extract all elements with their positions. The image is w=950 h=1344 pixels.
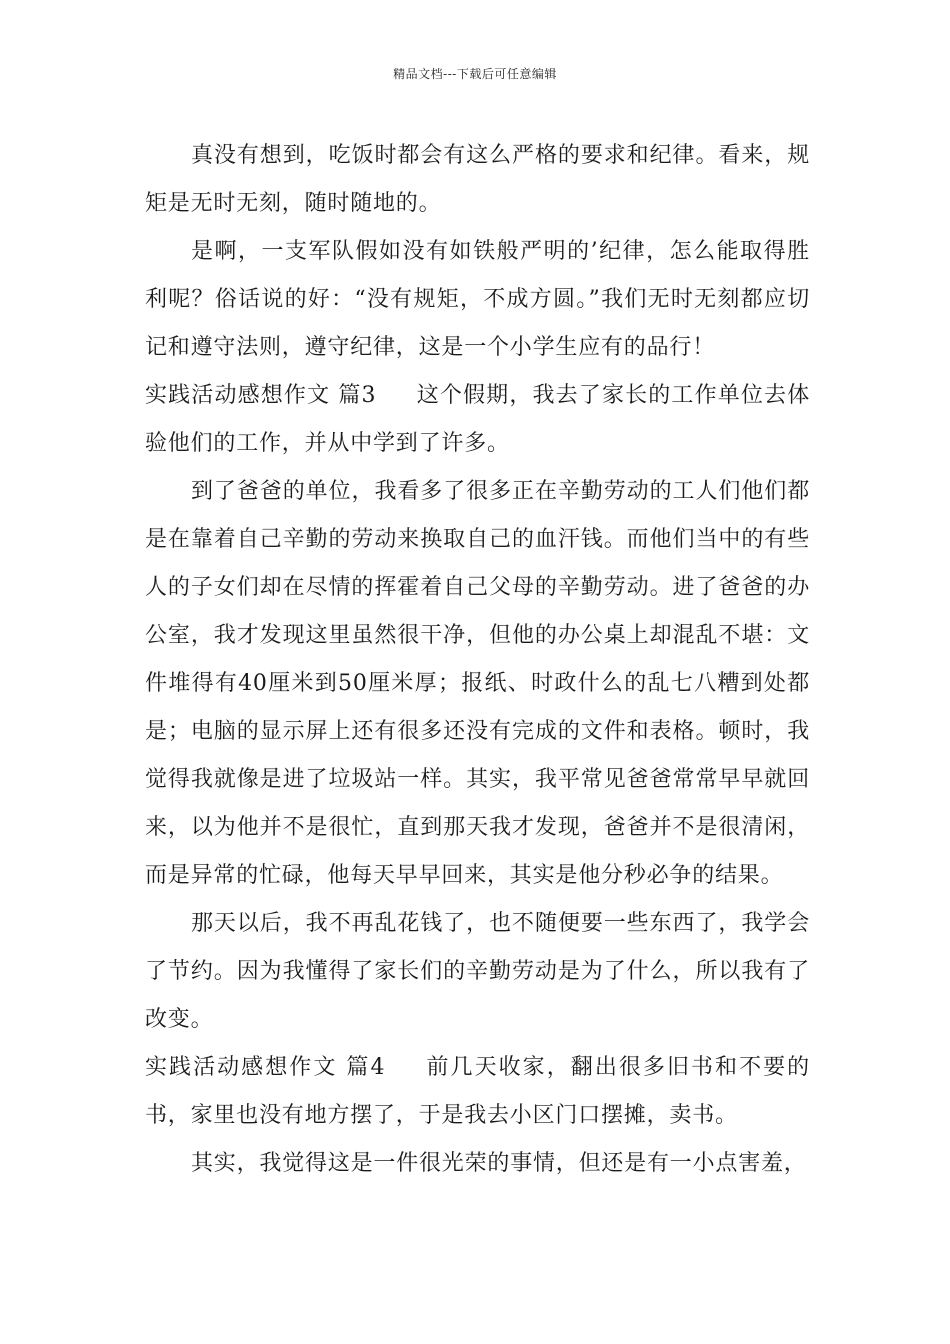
document-body — [145, 132, 810, 1188]
section-intro: 前几天收家，翻出很多旧书和不要的书，家里也没有地方摆了，于是我去小区门口摆摊，卖书。 — [145, 1055, 810, 1128]
paragraph: 到了爸爸的单位，我看多了很多正在辛勤劳动的工人们他们都是在靠着自己辛勤的劳动来换取自己的血汗钱。而他们当中的有些人的子女们却在尽情的挥霍着自己父母的辛勤劳动。进了爸爸的办公室，我才发现这里虽然很干净，但他的办公桌上却混乱不堪：文件堆得有40厘米到50厘米厚；报纸、时政什么的乱七八糟到处都是；电脑的显示屏上还有很多还没有完成的文件和表格。顿时，我觉得我就像是进了垃圾站一样。其实，我平常见爸爸常常早早就回来，以为他并不是很忙，直到那天我才发现，爸爸并不是很清闲，而是异常的忙碌，他每天早早回来，其实是他分秒必争的结果。 — [145, 479, 810, 888]
paragraph: 是啊，一支军队假如没有如铁般严明的’纪律，怎么能取得胜利呢？俗话说的好：“没有规矩，不成方圆。”我们无时无刻都应切记和遵守法则，遵守纪律，这是一个小学生应有的品行！ — [145, 239, 810, 360]
paragraph: 其实，我觉得这是一件很光荣的事情，但还是有一小点害羞， — [191, 1151, 807, 1176]
section-paragraph — [145, 372, 810, 468]
page-header: 精品文档---下载后可任意编辑 — [393, 67, 557, 81]
section-heading: 实践活动感想作文 篇3 — [145, 383, 377, 408]
section-paragraph — [145, 1044, 810, 1140]
paragraph: 真没有想到，吃饭时都会有这么严格的要求和纪律。看来，规矩是无时无刻，随时随地的。 — [145, 143, 810, 216]
paragraph: 那天以后，我不再乱花钱了，也不随便要一些东西了，我学会了节约。因为我懂得了家长们的辛勤劳动是为了什么，所以我有了改变。 — [145, 911, 810, 1032]
section-heading: 实践活动感想作文 篇4 — [145, 1055, 386, 1080]
section-intro: 这个假期，我去了家长的工作单位去体验他们的工作，并从中学到了许多。 — [145, 383, 811, 456]
